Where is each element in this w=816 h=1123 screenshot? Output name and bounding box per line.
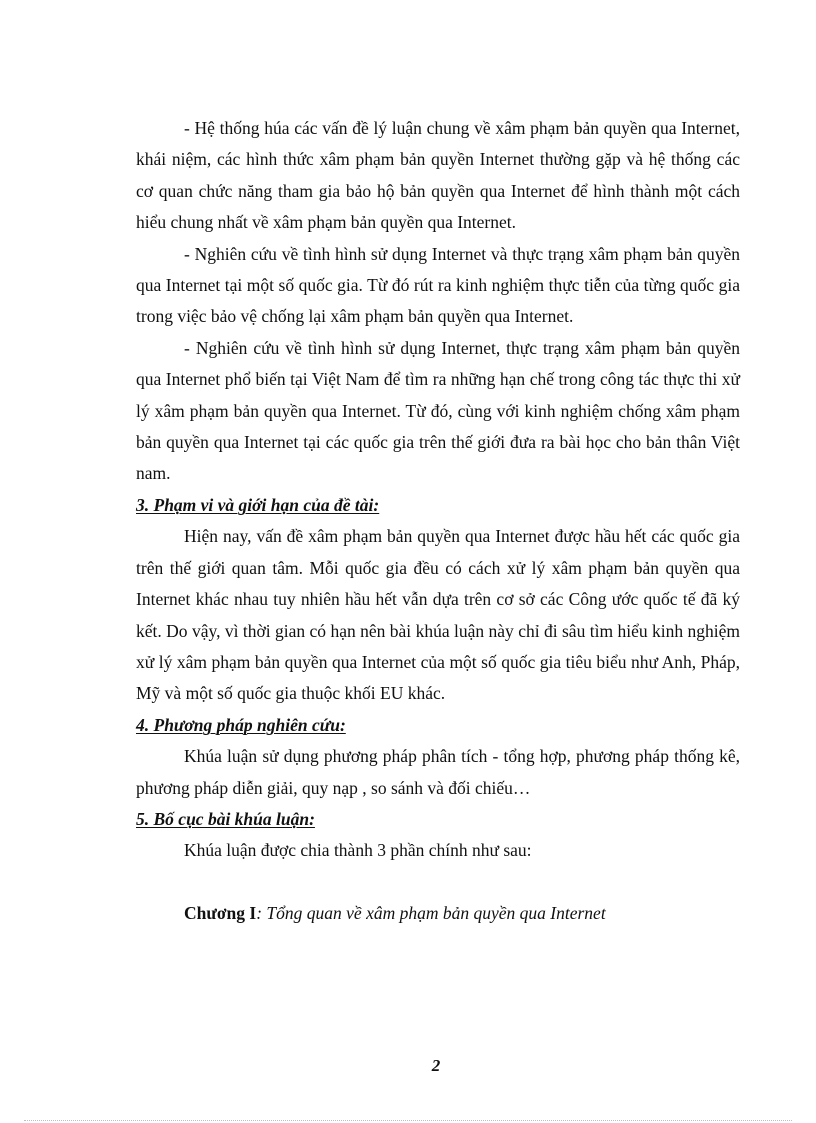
page-number: 2 xyxy=(431,1056,441,1075)
page-content xyxy=(136,113,740,930)
section-5-heading: 5. Bố cục bài khúa luận: xyxy=(136,808,315,829)
objective-paragraph-3: - Nghiên cứu về tình hình sử dụng Internet, thực trạng xâm phạm bản quyền qua Internet phổ biến tại Việt Nam để tìm ra những hạn chế trong công tác thực thi xử lý xâm phạm bản quyền qua Internet. Từ đó, cùng với kinh nghiệm chống xâm phạm bản quyền qua Internet tại các quốc gia trên thế giới đưa ra bài học cho bản thân Việt nam. xyxy=(136,337,740,484)
chapter-1-label: Chương I xyxy=(184,903,257,924)
section-3-heading: 3. Phạm vi và giới hạn của đề tài: xyxy=(136,494,380,515)
footer-divider xyxy=(24,1120,792,1121)
section-3-body: Hiện nay, vấn đề xâm phạm bản quyền qua Internet được hầu hết các quốc gia trên thế giới quan tâm. Mỗi quốc gia đều có cách xử lý xâm phạm bản quyền qua Internet khác nhau tuy nhiên hầu hết vẫn dựa trên cơ sở các Công ước quốc tế đã ký kết. Do vậy, vì thời gian có hạn nên bài khúa luận này chỉ đi sâu tìm hiểu kinh nghiệm xử lý xâm phạm bản quyền qua Internet của một số quốc gia tiêu biểu như Anh, Pháp, Mỹ và một số quốc gia thuộc khối EU khác. xyxy=(136,526,740,704)
objective-paragraph-1: - Hệ thống húa các vấn đề lý luận chung về xâm phạm bản quyền qua Internet, khái niệm, các hình thức xâm phạm bản quyền Internet thường gặp và hệ thống các cơ quan chức năng tham gia bảo hộ bản quyền qua Internet để hình thành một cách hiểu chung nhất về xâm phạm bản quyền qua Internet. xyxy=(136,118,740,233)
objective-paragraph-2: - Nghiên cứu về tình hình sử dụng Internet và thực trạng xâm phạm bản quyền qua Internet tại một số quốc gia. Từ đó rút ra kinh nghiệm thực tiễn của từng quốc gia trong việc bảo vệ chống lại xâm phạm bản quyền qua Internet. xyxy=(136,243,740,327)
chapter-1-title: : Tổng quan về xâm phạm bản quyền qua Internet xyxy=(256,903,606,924)
section-5-body: Khúa luận được chia thành 3 phần chính như sau: xyxy=(184,840,532,861)
chapter-1-line xyxy=(136,898,740,929)
section-4-body: Khúa luận sử dụng phương pháp phân tích - tổng hợp, phương pháp thống kê, phương pháp diễn giải, quy nạp , so sánh và đối chiếu… xyxy=(136,746,740,798)
section-4-heading: 4. Phương pháp nghiên cứu: xyxy=(136,714,346,735)
